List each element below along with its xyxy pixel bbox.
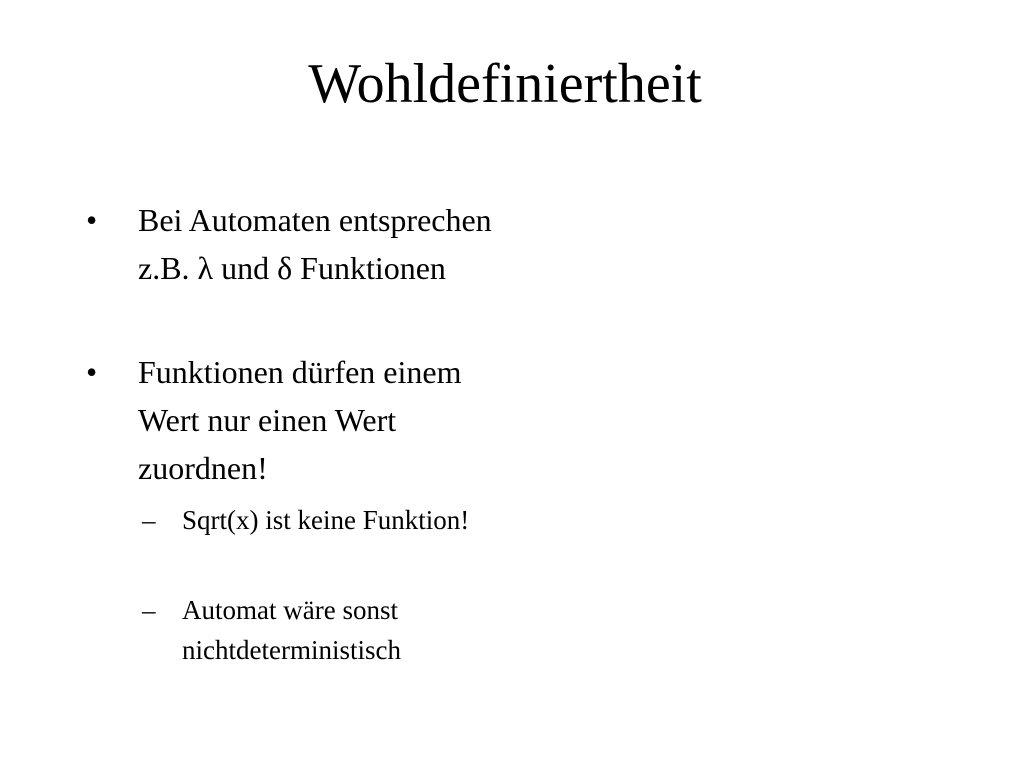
bullet-item xyxy=(86,348,506,492)
sub-bullet-marker: – xyxy=(142,595,156,625)
sub-bullet-item xyxy=(142,590,482,670)
sub-bullet-text: Automat wäre sonst nichtdeterministisch xyxy=(182,595,401,665)
bullet-text: Funktionen dürfen einem Wert nur einen Wert zuordnen! xyxy=(138,354,462,486)
bullet-item xyxy=(86,196,506,292)
sub-bullet-text: Sqrt(x) ist keine Funktion! xyxy=(182,505,470,535)
bullet-marker: • xyxy=(86,202,98,238)
bullet-marker: • xyxy=(86,354,98,390)
sub-bullet-marker: – xyxy=(142,505,156,535)
bullet-text: Bei Automaten entsprechen z.B. λ und δ Funktionen xyxy=(138,202,492,286)
sub-bullet-item xyxy=(142,500,482,540)
slide-title: Wohldefiniertheit xyxy=(308,53,702,115)
